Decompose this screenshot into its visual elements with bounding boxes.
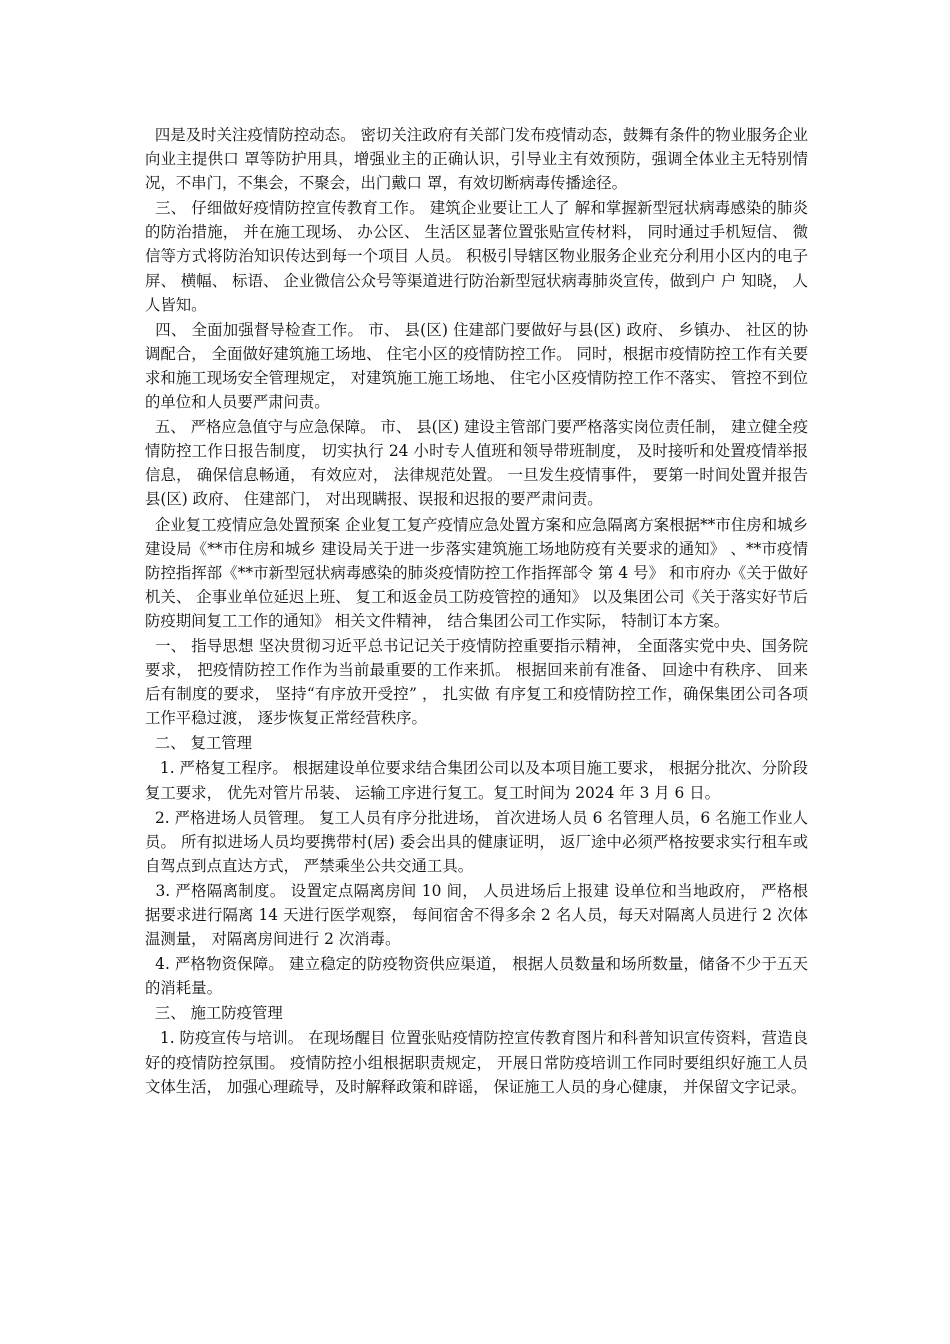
heading-construction-epidemic-management: 三、 施工防疫管理 [145,1004,283,1023]
paragraph-publicity-training: 1. 防疫宣传与培训。 在现场醒目 位置张贴疫情防控宣传教育图片和科普知识宣传资料，营造良好的疫情防控氛围。 疫情防控小组根据职责规定， 开展日常防疫培训工作同时要组织好施工人员文体生活， 加强心理疏导，及时解释政策和辟谣， 保证施工人员的身心健康， 并保留文字记录。 [145,1029,808,1096]
paragraph-supervision-inspection: 四、 全面加强督导检查工作。 市、 县(区) 住建部门要做好与县(区) 政府、 乡镇办、 社区的协调配合， 全面做好建筑施工场地、 住宅小区的疫情防控工作。 同时，根据市疫情防控工作有关要求和施工现场安全管理规定， 对建筑施工施工场地、 住宅小区疫情防控工作不落实、 管控不到位的单位和人员要严肃问责。 [145,320,808,412]
paragraph-guiding-ideology: 一、 指导思想 坚决贯彻习近平总书记记关于疫情防控重要指示精神， 全面落实党中央、国务院要求， 把疫情防控工作作为当前最重要的工作来抓。 根据回来前有准备、 回途中有秩序、 回来后有制度的要求， 坚持“有序放开受控” ， 扎实做 有序复工和疫情防控工作，确保集团公司各项工作平稳过渡， 逐步恢复正常经营秩序。 [145,636,808,728]
paragraph-publicity-education: 三、 仔细做好疫情防控宣传教育工作。 建筑企业要让工人了 解和掌握新型冠状病毒感染的肺炎的防治措施， 并在施工现场、 办公区、 生活区显著位置张贴宣传材料， 同时通过手机短信、 微信等方式将防治知识传达到每一个项目 人员。 积极引导辖区物业服务企业充分利用小区内的电子屏、 横幅、 标语、 企业微信公众号等渠道进行防治新型冠状病毒肺炎宣传，做到户 户 知晓， 人人皆知。 [145,199,808,314]
heading-resumption-management: 二、 复工管理 [145,734,253,753]
paragraph-entry-personnel: 2. 严格进场人员管理。 复工人员有序分批进场， 首次进场人员 6 名管理人员，6 名施工作业人员。 所有拟进场人员均要携带村(居) 委会出具的健康证明， 返厂途中必须严格按要求实行租车或自驾点到点直达方式， 严禁乘坐公共交通工具。 [145,808,808,875]
paragraph-material-supply: 4. 严格物资保障。 建立稳定的防疫物资供应渠道， 根据人员数量和场所数量，储备不少于五天的消耗量。 [145,955,808,998]
paragraph-isolation-system: 3. 严格隔离制度。 设置定点隔离房间 10 间， 人员进场后上报建 设单位和当地政府， 严格根据要求进行隔离 14 天进行医学观察， 每间宿舍不得多余 2 名人员，每天对隔离人员进行 2 次体温测量， 对隔离房间进行 2 次消毒。 [145,881,808,949]
paragraph-plan-basis: 企业复工疫情应急处置预案 企业复工复产疫情应急处置方案和应急隔离方案根据**市住房和城乡 建设局《**市住房和城乡 建设局关于进一步落实建筑施工场地防疫有关要求的通知》 、**市疫情防控指挥部《**市新型冠状病毒感染的肺炎疫情防控工作指挥部令 第 4 号》 和市府办《关于做好机关、 企事业单位延迟上班、 复工和返金员工防疫管控的通知》 以及集团公司《关于落实好节后防疫期间复工工作的通知》 相关文件精神， 结合集团公司工作实际， 特制订本方案。 [145,515,813,630]
document-page [145,123,813,1100]
paragraph-resumption-procedure: 1. 严格复工程序。 根据建设单位要求结合集团公司以及本项目施工要求， 根据分批次、分阶段复工要求， 优先对管片吊装、 运输工序进行复工。复工时间为 2024 年 3 月 6 日。 [145,759,808,802]
paragraph-emergency-duty: 五、 严格应急值守与应急保障。 市、 县(区) 建设主管部门要严格落实岗位责任制， 建立健全疫情防控工作日报告制度， 切实执行 24 小时专人值班和领导带班制度， 及时接听和处置疫情举报信息， 确保信息畅通， 有效应对， 法律规范处置。 一旦发生疫情事件， 要第一时间处置并报告县(区) 政府、 住建部门， 对出现瞒报、误报和迟报的要严肃问责。 [145,418,808,509]
paragraph-property-monitoring: 四是及时关注疫情防控动态。 密切关注政府有关部门发布疫情动态，鼓舞有条件的物业服务企业向业主提供口 罩等防护用具，增强业主的正确认识，引导业主有效预防，强调全体业主无特别情况，不串门，不集会，不聚会，出门戴口 罩，有效切断病毒传播途径。 [145,126,808,193]
